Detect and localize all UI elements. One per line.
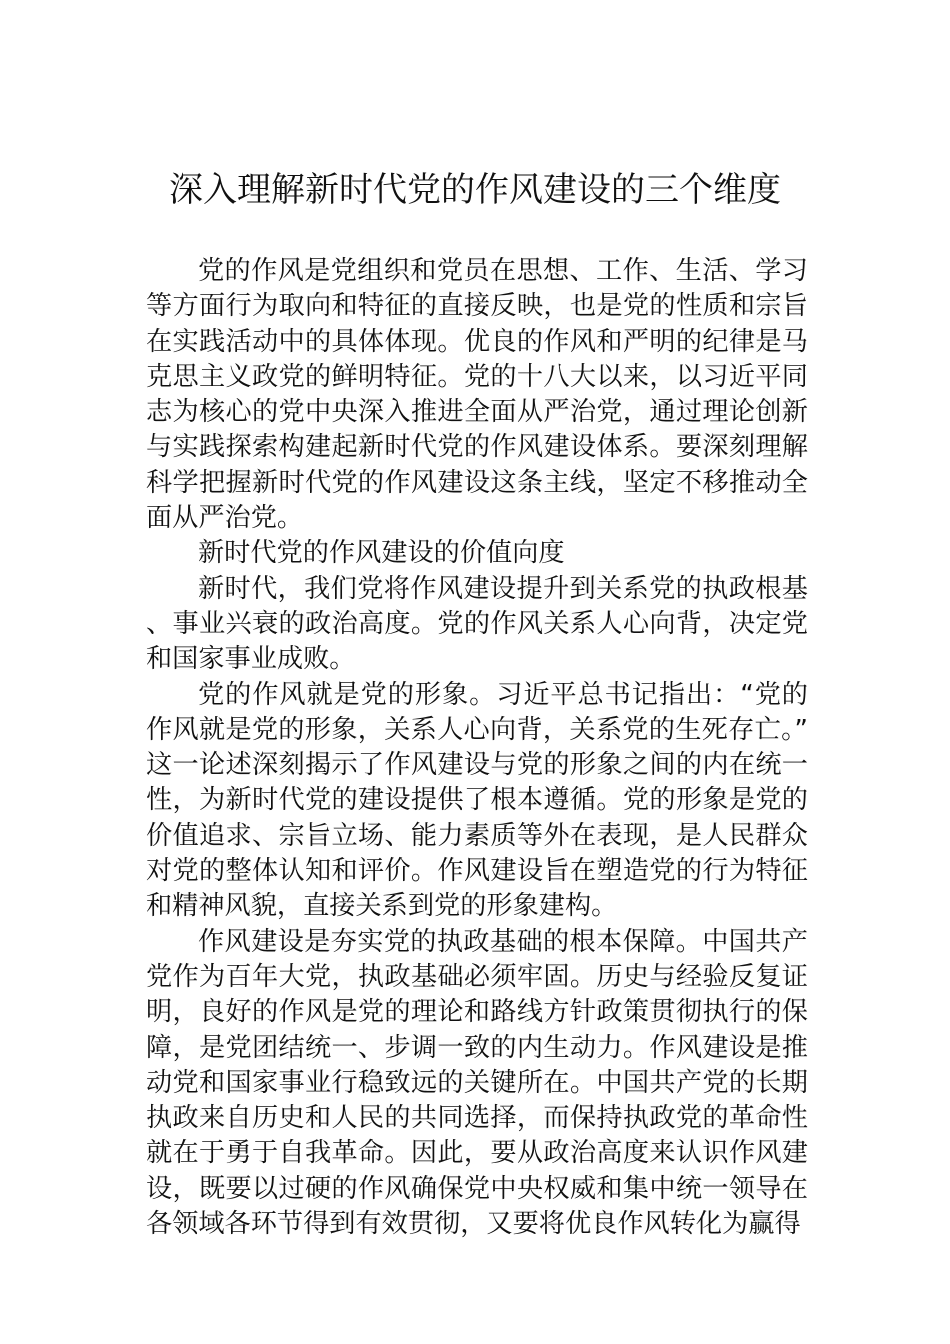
document-body (146, 254, 808, 1242)
paragraph-intro: 党的作风是党组织和党员在思想、工作、生活、学习等方面行为取向和特征的直接反映，也是党的性质和宗旨在实践活动中的具体体现。优良的作风和严明的纪律是马克思主义政党的鲜明特征。党的十八大以来，以习近平同志为核心的党中央深入推进全面从严治党，通过理论创新与实践探索构建起新时代党的作风建设体系。要深刻理解科学把握新时代党的作风建设这条主线，坚定不移推动全面从严治党。 (146, 256, 808, 534)
document-title: 深入理解新时代党的作风建设的三个维度 (169, 170, 781, 210)
paragraph-new-era: 新时代，我们党将作风建设提升到关系党的执政根基、事业兴衰的政治高度。党的作风关系人心向背，决定党和国家事业成败。 (146, 573, 808, 675)
section-heading: 新时代党的作风建设的价值向度 (198, 538, 565, 569)
paragraph-party-image: 党的作风就是党的形象。习近平总书记指出：“党的作风就是党的形象，关系人心向背，关系党的生死存亡。”这一论述深刻揭示了作风建设与党的形象之间的内在统一性，为新时代党的建设提供了根本遵循。党的形象是党的价值追求、宗旨立场、能力素质等外在表现，是人民群众对党的整体认知和评价。作风建设旨在塑造党的行为特征和精神风貌，直接关系到党的形象建构。 (146, 679, 808, 922)
paragraph-ruling-foundation: 作风建设是夯实党的执政基础的根本保障。中国共产党作为百年大党，执政基础必须牢固。历史与经验反复证明，良好的作风是党的理论和路线方针政策贯彻执行的保障，是党团结统一、步调一致的内生动力。作风建设是推动党和国家事业行稳致远的关键所在。中国共产党的长期执政来自历史和人民的共同选择，而保持执政党的革命性就在于勇于自我革命。因此，要从政治高度来认识作风建设，既要以过硬的作风确保党中央权威和集中统一领导在各领域各环节得到有效贯彻，又要将优良作风转化为赢得 (146, 926, 808, 1240)
